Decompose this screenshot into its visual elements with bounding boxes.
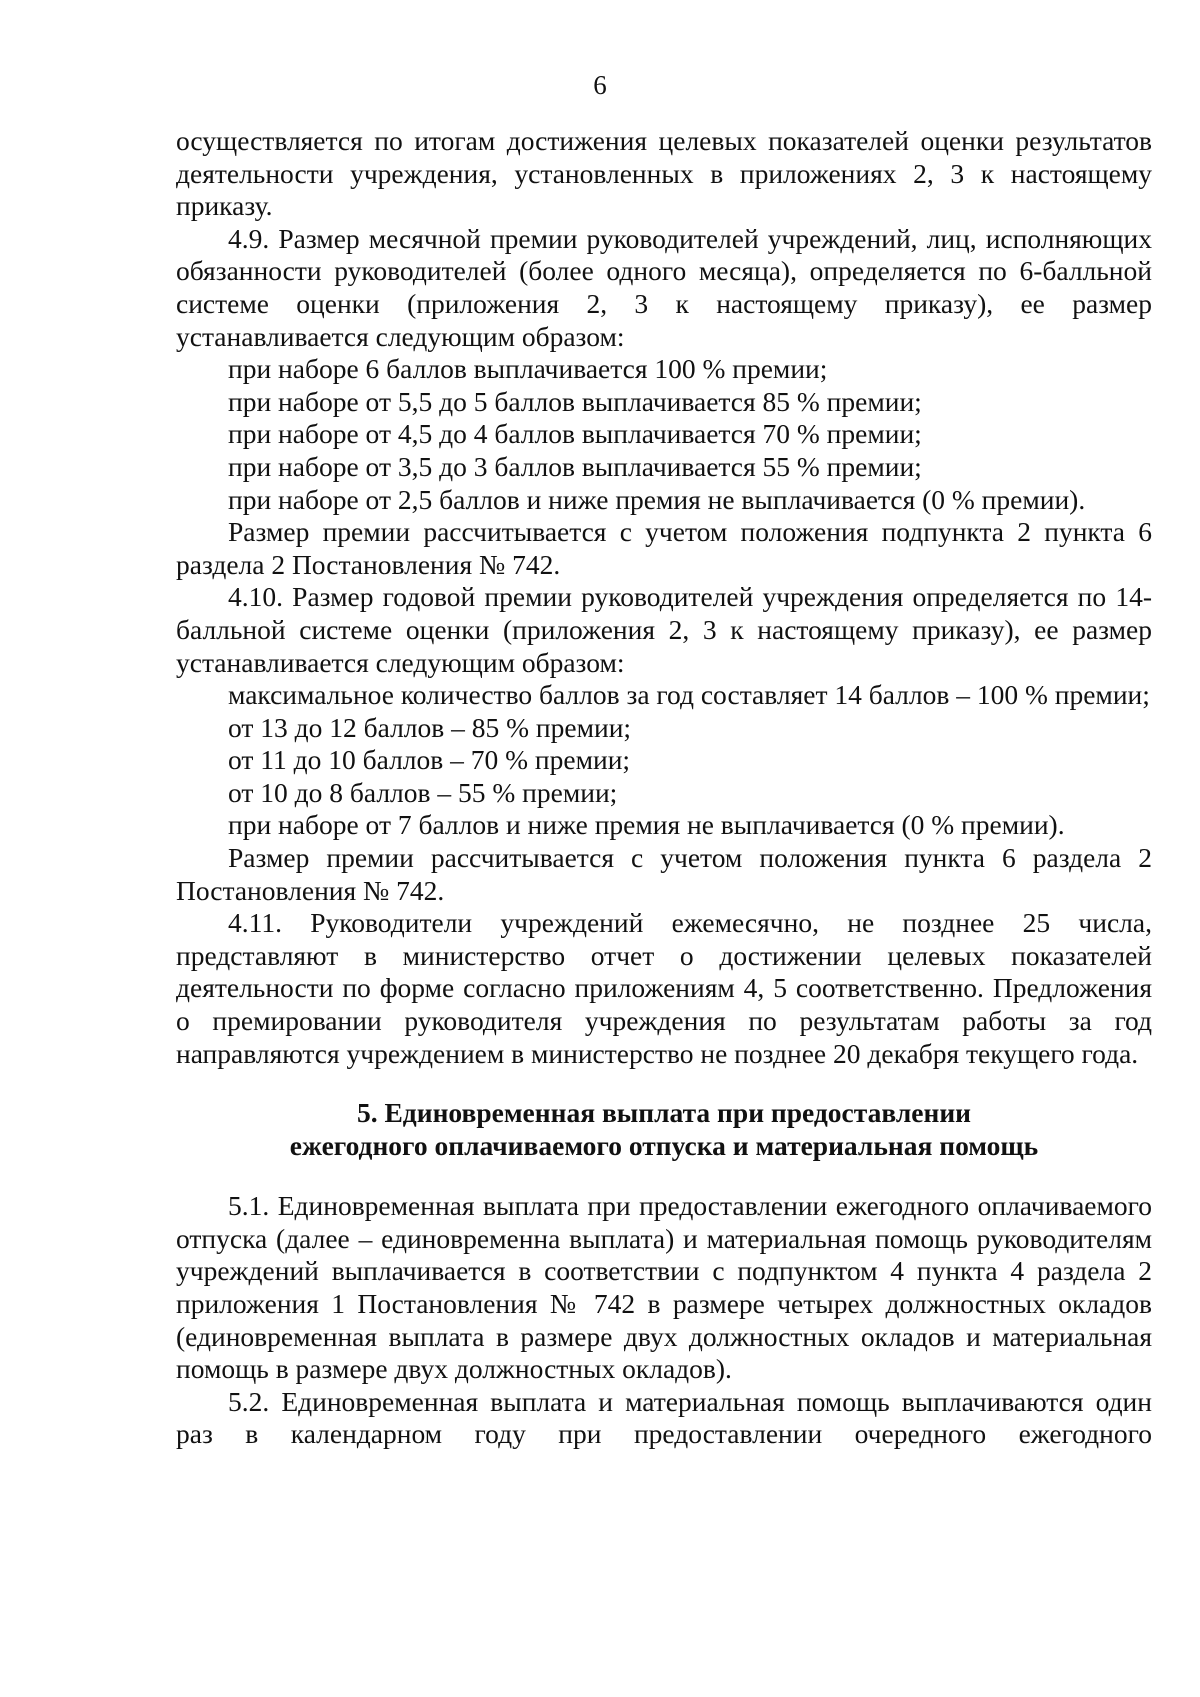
paragraph-5-2: 5.2. Единовременная выплата и материальная помощь выплачиваются один раз в календарном году при предоставлении очередного ежегодного: [176, 1385, 1152, 1450]
document-body: [176, 125, 1152, 1451]
paragraph-5-1: 5.1. Единовременная выплата при предоставлении ежегодного оплачиваемого отпуска (далее – единовременна выплата) и материальная помощь руководителям учреждений выплачивается в соответствии с подпунктом 4 пункта 4 раздела 2 приложения 1 Постановления № 742 в размере четырех должностных окладов (единовременная выплата в размере двух должностных окладов и материальная помощь в размере двух должностных окладов).: [176, 1190, 1152, 1385]
list-item: от 13 до 12 баллов – 85 % премии;: [228, 711, 632, 743]
list-item: от 11 до 10 баллов – 70 % премии;: [228, 744, 631, 776]
paragraph-premium-calc-monthly: Размер премии рассчитывается с учетом положения подпункта 2 пункта 6 раздела 2 Постановления № 742.: [176, 516, 1152, 580]
list-item: при наборе от 3,5 до 3 баллов выплачивается 55 % премии;: [228, 450, 922, 482]
list-item: при наборе от 2,5 баллов и ниже премия не выплачивается (0 % премии).: [228, 483, 1086, 515]
paragraph-max-score: максимальное количество баллов за год составляет 14 баллов – 100 % премии;: [228, 679, 1150, 711]
section-heading-line: 5. Единовременная выплата при предоставлении: [356, 1097, 972, 1129]
list-item: при наборе от 7 баллов и ниже премия не выплачивается (0 % премии).: [228, 809, 1065, 841]
list-item: при наборе от 5,5 до 5 баллов выплачивается 85 % премии;: [228, 385, 922, 417]
page-number: 6: [593, 70, 607, 100]
paragraph-4-11: 4.11. Руководители учреждений ежемесячно, не позднее 25 числа, представляют в министерство отчет о достижении целевых показателей деятельности по форме согласно приложениям 4, 5 соответственно. Предложения о премировании руководителя учреждения по результатам работы за год направляются учреждением в министерство не позднее 20 декабря текущего года.: [176, 907, 1152, 1069]
paragraph-continuation: осуществляется по итогам достижения целевых показателей оценки результатов деятельности учреждения, установленных в приложениях 2, 3 к настоящему приказу.: [176, 125, 1152, 222]
list-item: при наборе от 4,5 до 4 баллов выплачивается 70 % премии;: [228, 418, 922, 450]
section-heading-line: ежегодного оплачиваемого отпуска и материальная помощь: [289, 1130, 1039, 1162]
paragraph-4-9: 4.9. Размер месячной премии руководителей учреждений, лиц, исполняющих обязанности руководителей (более одного месяца), определяется по 6-балльной системе оценки (приложения 2, 3 к настоящему приказу), ее размер устанавливается следующим образом:: [176, 222, 1152, 352]
paragraph-premium-calc-annual: Размер премии рассчитывается с учетом положения пункта 6 раздела 2 Постановления № 742.: [176, 842, 1152, 906]
paragraph-4-10: 4.10. Размер годовой премии руководителей учреждения определяется по 14-балльной системе оценки (приложения 2, 3 к настоящему приказу), ее размер устанавливается следующим образом:: [176, 581, 1152, 678]
list-item: от 10 до 8 баллов – 55 % премии;: [228, 776, 618, 808]
list-item: при наборе 6 баллов выплачивается 100 % премии;: [228, 353, 828, 385]
section-heading: [176, 1096, 1152, 1162]
